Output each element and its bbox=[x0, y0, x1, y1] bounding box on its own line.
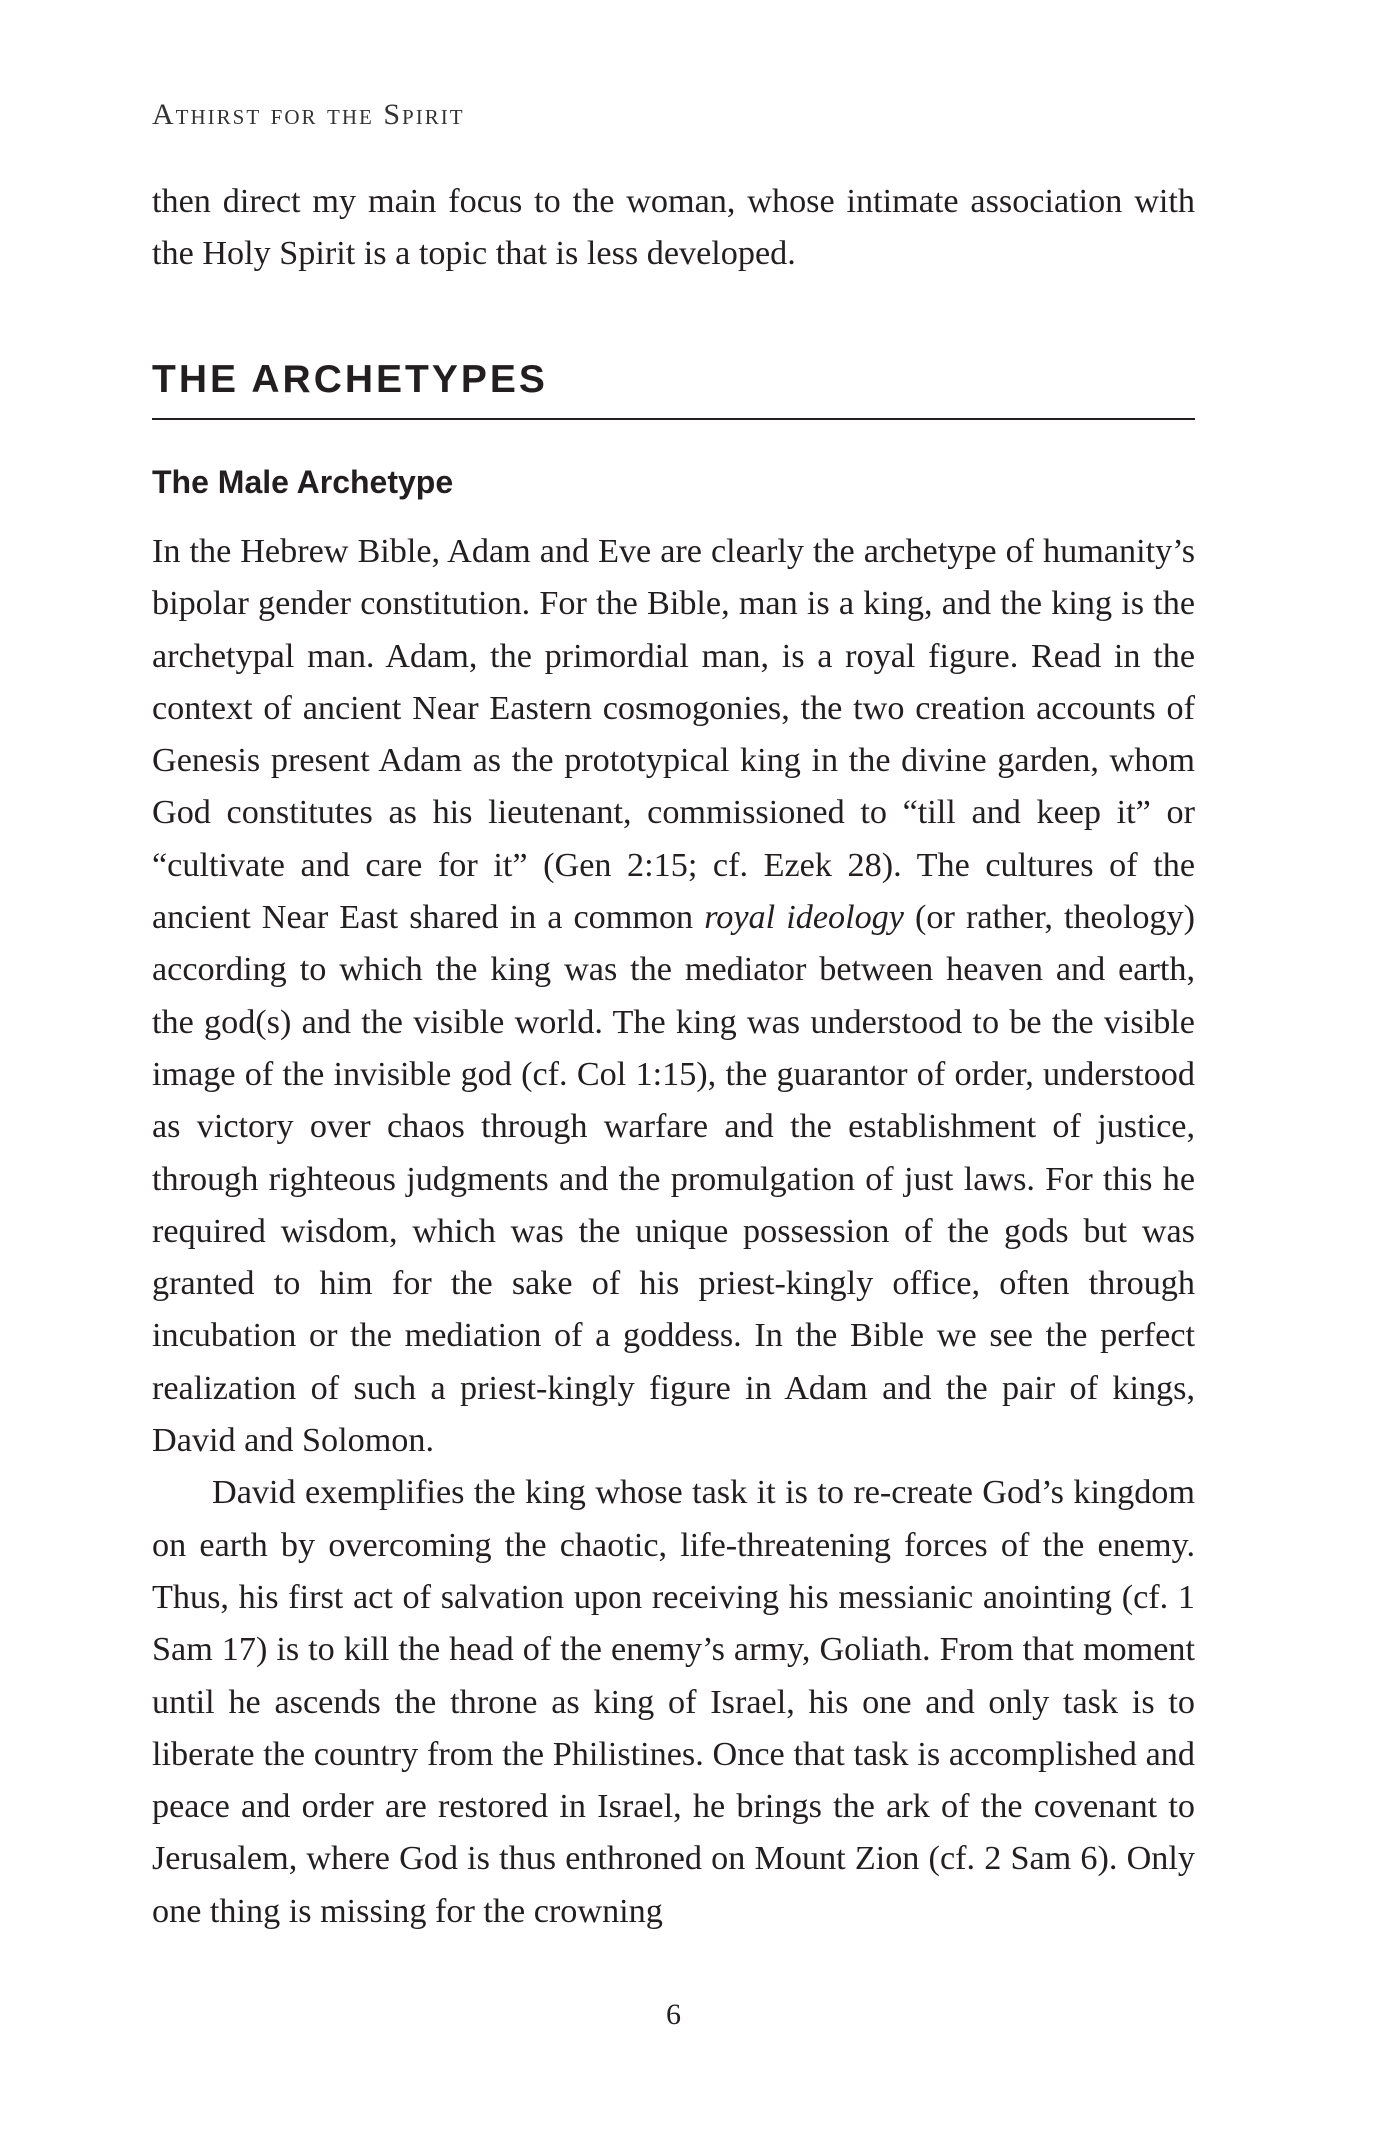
paragraph-1-italic: royal ideology bbox=[704, 899, 904, 937]
paragraph-1-part-1: In the Hebrew Bible, Adam and Eve are clearly the archetype of humanity’s bipolar gender constitution. For the Bible, man is a king, and the king is the archetypal man. Adam, the primordial man, is a royal figure. Read in the context of ancient Near Eastern cosmogonies, the two creation accounts of Genesis present Adam as the prototypical king in the divine garden, whom God constitutes as his lieutenant, commissioned to “till and keep it” or “cultivate and care for it” (Gen 2:15; cf. Ezek 28). The cultures of the ancient Near East shared in a common bbox=[152, 533, 1195, 937]
paragraph-1-part-2: (or rather, theology) according to which the king was the mediator between heaven and earth, the god(s) and the visible world. The king was understood to be the visible image of the invisible god (cf. Col 1:15), the guarantor of order, understood as victory over chaos through warfare and the establishment of justice, through righteous judgments and the promulgation of just laws. For this he required wisdom, which was the unique possession of the gods but was granted to him for the sake of his priest-kingly office, often through incubation or the mediation of a goddess. In the Bible we see the perfect realization of such a priest-kingly figure in Adam and the pair of kings, David and Solomon. bbox=[152, 899, 1195, 1460]
paragraph-1 bbox=[152, 526, 1195, 1467]
subsection-heading: The Male Archetype bbox=[152, 464, 454, 500]
book-page bbox=[152, 0, 1195, 2136]
main-text bbox=[152, 526, 1195, 1938]
paragraph-2: David exemplifies the king whose task it is to re-create God’s kingdom on earth by overcoming the chaotic, life-threatening forces of the enemy. Thus, his first act of salvation upon receiving his messianic anointing (cf. 1 Sam 17) is to kill the head of the enemy’s army, Goliath. From that moment until he ascends the throne as king of Israel, his one and only task is to liberate the country from the Philistines. Once that task is accomplished and peace and order are restored in Israel, he brings the ark of the covenant to Jerusalem, where God is thus enthroned on Mount Zion (cf. 2 Sam 6). Only one thing is missing for the crowning bbox=[152, 1474, 1195, 1930]
intro-paragraph: then direct my main focus to the woman, whose intimate association with the Holy Spirit is a topic that is less developed. bbox=[152, 183, 1195, 273]
section-divider bbox=[152, 418, 1195, 420]
page-number: 6 bbox=[666, 1998, 681, 2031]
section-heading: THE ARCHETYPES bbox=[152, 358, 548, 401]
running-head: Athirst for the Spirit bbox=[152, 98, 465, 131]
